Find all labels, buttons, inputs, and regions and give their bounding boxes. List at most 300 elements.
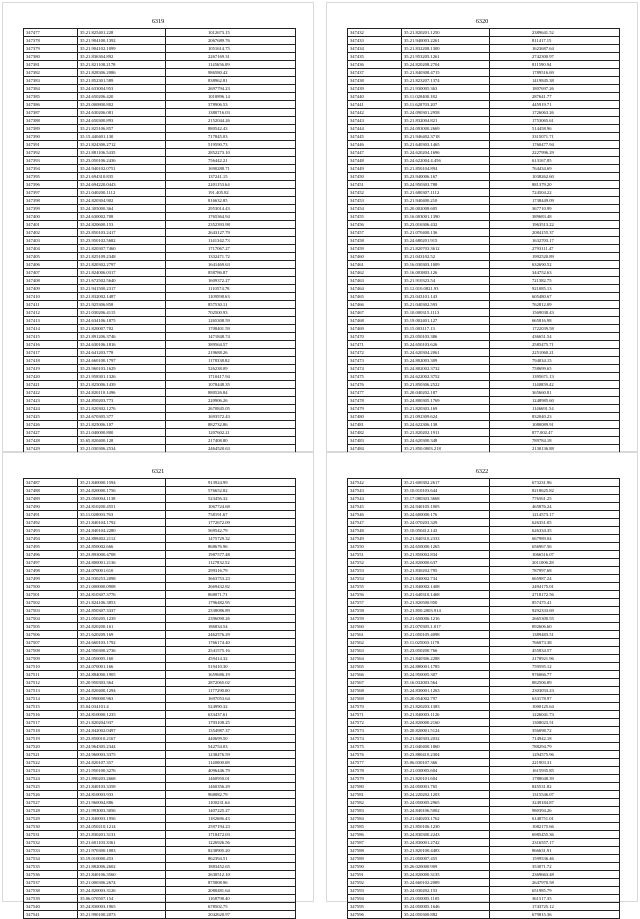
code-cell: 35.21.890203.2668 <box>78 775 166 783</box>
table-row <box>348 29 620 37</box>
record-id-cell: 347520 <box>24 743 78 751</box>
amount-cell: 1238476.59 <box>166 751 296 759</box>
table-row <box>348 767 620 775</box>
record-id-cell: 347420 <box>24 373 78 381</box>
record-id-cell: 347477 <box>24 29 78 37</box>
amount-cell: 1294575.96 <box>490 751 620 759</box>
amount-cell: 2541575.16 <box>166 647 296 655</box>
table-row <box>24 895 296 903</box>
code-cell: 35.21.820500.950 <box>402 599 490 607</box>
record-id-cell: 347493 <box>24 527 78 535</box>
amount-cell: 758699.65 <box>490 365 620 373</box>
amount-cell: 2396090.26 <box>166 615 296 623</box>
code-cell: 35.24.050005.1646 <box>402 903 490 911</box>
code-cell: 35.21.070305.1.017 <box>402 623 490 631</box>
amount-cell: 1609372.27 <box>166 277 296 285</box>
table-row <box>24 181 296 189</box>
record-id-cell: 347474 <box>348 365 402 373</box>
code-cell: 35.21.832208.1300 <box>402 45 490 53</box>
table-row <box>24 823 296 831</box>
record-id-cell: 347560 <box>348 623 402 631</box>
table-row <box>348 309 620 317</box>
record-id-cell: 347449 <box>348 165 402 173</box>
amount-cell: 1140000.08 <box>166 759 296 767</box>
table-row <box>24 317 296 325</box>
code-cell: 35.16.003001.1390 <box>402 213 490 221</box>
table-row <box>348 583 620 591</box>
record-id-cell: 347404 <box>24 245 78 253</box>
code-cell: 35.24.650103.626 <box>402 341 490 349</box>
table-row <box>24 743 296 751</box>
record-id-cell: 347384 <box>24 85 78 93</box>
record-id-cell: 347573 <box>348 727 402 735</box>
code-cell: 35.20.950303.364 <box>78 679 166 687</box>
code-cell: 35.21.850002.834 <box>402 551 490 559</box>
code-cell: 35.24.810000.1235 <box>78 711 166 719</box>
amount-cell: 1987577.48 <box>166 551 296 559</box>
amount-cell: 1796482.95 <box>166 599 296 607</box>
amount-cell: 1475729.32 <box>166 535 296 543</box>
amount-cell: 299316.79 <box>166 567 296 575</box>
record-id-cell: 347569 <box>348 695 402 703</box>
code-cell: 35.21.850106.1230 <box>402 823 490 831</box>
code-cell: 35.24.641203.778 <box>78 349 166 357</box>
code-cell: 35.06.070507.154 <box>78 895 166 903</box>
record-id-cell: 347425 <box>24 413 78 421</box>
amount-cell: 2852273.10 <box>166 149 296 157</box>
amount-cell: 1308023.51 <box>490 719 620 727</box>
table-row <box>348 815 620 823</box>
amount-cell: 1109598.63 <box>166 293 296 301</box>
amount-cell: 378906.53 <box>166 101 296 109</box>
table-row <box>24 791 296 799</box>
table-row <box>348 77 620 85</box>
record-id-cell: 347405 <box>24 253 78 261</box>
record-id-cell: 347533 <box>24 847 78 855</box>
table-row <box>348 373 620 381</box>
amount-cell: 6985455.36 <box>490 831 620 839</box>
table-row <box>24 213 296 221</box>
record-id-cell: 347445 <box>348 133 402 141</box>
record-id-cell: 347399 <box>24 205 78 213</box>
amount-cell: 2042620.97 <box>166 911 296 919</box>
amount-cell: 361517.35 <box>490 895 620 903</box>
amount-cell: 1632703.17 <box>490 237 620 245</box>
record-id-cell: 347570 <box>348 703 402 711</box>
table-row <box>348 519 620 527</box>
code-cell: 35.24.820003.3126 <box>78 887 166 895</box>
code-cell: 35.21.650006.1216 <box>402 615 490 623</box>
code-cell: 35.24.820200.161 <box>78 623 166 631</box>
code-cell: 35.21.040400.1860 <box>402 743 490 751</box>
code-cell: 35.21.820703.3612 <box>402 245 490 253</box>
record-id-cell: 347557 <box>348 599 402 607</box>
amount-cell: 968082.79 <box>166 791 296 799</box>
code-cell: 35.23.000800.802 <box>78 101 166 109</box>
record-id-cell: 347496 <box>24 551 78 559</box>
table-row <box>348 839 620 847</box>
record-id-cell: 347503 <box>24 607 78 615</box>
table-row <box>348 711 620 719</box>
amount-cell: 788294.79 <box>490 743 620 751</box>
code-cell: 35.21.940003.2261 <box>402 37 490 45</box>
record-id-cell: 347468 <box>348 317 402 325</box>
table-row <box>24 389 296 397</box>
amount-cell: 2585475.71 <box>490 341 620 349</box>
code-cell: 35.24.820400.1294 <box>78 687 166 695</box>
code-cell: 35.24.622306.138 <box>402 421 490 429</box>
table-row <box>24 77 296 85</box>
amount-cell: 679815.36 <box>490 911 620 919</box>
table-row <box>24 261 296 269</box>
code-cell: 35.23.950102.5682 <box>78 237 166 245</box>
amount-cell: 2178921.96 <box>490 655 620 663</box>
record-id-cell: 347461 <box>348 261 402 269</box>
record-id-cell: 347469 <box>348 325 402 333</box>
code-cell: 35.24.820208.2704 <box>402 61 490 69</box>
code-cell: 35.24.600000.176 <box>402 511 490 519</box>
amount-cell: 787997.68 <box>490 567 620 575</box>
amount-cell: 1460950.01 <box>166 775 296 783</box>
table-row <box>24 165 296 173</box>
table-row <box>24 349 296 357</box>
record-id-cell: 347564 <box>348 655 402 663</box>
code-cell: 35.24.050300.882 <box>402 911 490 919</box>
amount-cell: 877.002.47 <box>490 429 620 437</box>
table-row <box>24 903 296 911</box>
table-row <box>24 149 296 157</box>
amount-cell: 2251060.21 <box>490 349 620 357</box>
record-id-cell: 347455 <box>348 213 402 221</box>
code-cell: 35.24.830001.2742 <box>402 839 490 847</box>
code-cell: 35.21.958301.1326 <box>78 373 166 381</box>
record-id-cell: 347541 <box>24 911 78 919</box>
code-cell: 35.10.000315.1113 <box>402 309 490 317</box>
record-id-cell: 347556 <box>348 591 402 599</box>
table-row <box>348 189 620 197</box>
table-row <box>348 663 620 671</box>
record-id-cell: 347589 <box>348 855 402 863</box>
table-row <box>348 285 620 293</box>
record-id-cell: 347380 <box>24 53 78 61</box>
code-cell: 35.24.964305.2344 <box>78 743 166 751</box>
page-number: 6321 <box>151 468 165 475</box>
code-cell: 35.23.850010.2167 <box>78 735 166 743</box>
amount-cell: 667989.04 <box>490 535 620 543</box>
record-id-cell: 347559 <box>348 615 402 623</box>
record-id-cell: 347521 <box>24 751 78 759</box>
amount-cell: 2067689.76 <box>166 37 296 45</box>
table-row <box>348 229 620 237</box>
table-row <box>348 109 620 117</box>
table-row <box>24 671 296 679</box>
record-id-cell: 347546 <box>348 511 402 519</box>
code-cell: 35.24.840104.2280 <box>78 527 166 535</box>
record-id-cell: 347407 <box>24 269 78 277</box>
amount-cell: 1419845.38 <box>490 77 620 85</box>
code-cell: 35.21.840106.3560 <box>78 871 166 879</box>
table-row <box>24 173 296 181</box>
table-row <box>348 887 620 895</box>
record-id-cell: 347411 <box>24 301 78 309</box>
code-cell: 35.21.930005.363 <box>402 85 490 93</box>
code-cell: 35.21.825006.107 <box>78 421 166 429</box>
record-id-cell: 347422 <box>24 389 78 397</box>
table-row <box>348 405 620 413</box>
amount-cell: 816632.85 <box>166 197 296 205</box>
code-cell: 35.24.830001.1263 <box>402 687 490 695</box>
amount-cell: 2718172.56 <box>490 591 620 599</box>
record-id-cell: 347527 <box>24 799 78 807</box>
code-cell: 35.24.800305.1769 <box>402 397 490 405</box>
table-row <box>24 719 296 727</box>
amount-cell: 2697794.23 <box>166 85 296 93</box>
amount-cell: 858786.87 <box>166 269 296 277</box>
code-cell: 35.21.840303.2032 <box>402 735 490 743</box>
amount-cell: 717845.03 <box>166 133 296 141</box>
code-cell: 35.21.824006.0317 <box>78 269 166 277</box>
table-row <box>348 197 620 205</box>
record-id-cell: 347406 <box>24 261 78 269</box>
amount-cell: 1659686.19 <box>166 671 296 679</box>
code-cell: 35.21.824306.2712 <box>78 141 166 149</box>
amount-cell: 2742300.97 <box>490 53 620 61</box>
amount-cell: 2338086.89 <box>166 607 296 615</box>
table-row <box>24 527 296 535</box>
code-cell: 35.21.825106.857 <box>78 125 166 133</box>
code-cell: 35.21.881106.5435 <box>78 149 166 157</box>
record-id-cell: 347509 <box>24 655 78 663</box>
record-id-cell: 347473 <box>348 357 402 365</box>
table-row <box>348 591 620 599</box>
table-row <box>348 365 620 373</box>
table-row <box>348 253 620 261</box>
table-row <box>348 429 620 437</box>
code-cell: 35.24.620204.1696 <box>402 149 490 157</box>
table-row <box>24 85 296 93</box>
table-row <box>24 325 296 333</box>
record-id-cell: 347578 <box>348 767 402 775</box>
record-id-cell: 347429 <box>24 445 78 453</box>
code-cell: 35.16.030303.1009 <box>402 261 490 269</box>
amount-cell: 367710.99 <box>490 205 620 213</box>
table-row <box>24 575 296 583</box>
record-id-cell: 347444 <box>348 125 402 133</box>
record-id-cell: 347421 <box>24 381 78 389</box>
code-cell: 35.24.630002.708 <box>78 213 166 221</box>
record-id-cell: 347434 <box>348 45 402 53</box>
table-row <box>348 879 620 887</box>
record-id-cell: 347595 <box>348 903 402 911</box>
code-cell: 35.20.002008.605 <box>402 205 490 213</box>
record-id-cell: 347438 <box>348 77 402 85</box>
code-cell: 35.21.840003.1956 <box>78 815 166 823</box>
table-row <box>348 413 620 421</box>
table-row <box>348 831 620 839</box>
record-id-cell: 347460 <box>348 253 402 261</box>
amount-cell: 1793108.25 <box>166 719 296 727</box>
table-row <box>348 751 620 759</box>
amount-cell: 1710417.94 <box>166 373 296 381</box>
table-row <box>24 583 296 591</box>
amount-cell: 2872065.02 <box>166 679 296 687</box>
amount-cell: 811590.94 <box>490 61 620 69</box>
code-cell: 35.21.820303.169 <box>402 405 490 413</box>
amount-cell: 1726063.26 <box>490 109 620 117</box>
table-row <box>24 543 296 551</box>
record-id-cell: 347543 <box>348 487 402 495</box>
table-row <box>348 117 620 125</box>
code-cell: 35.17.080303.3668 <box>402 495 490 503</box>
table-row <box>348 421 620 429</box>
record-id-cell: 347518 <box>24 727 78 735</box>
record-id-cell: 347490 <box>24 503 78 511</box>
record-id-cell: 347454 <box>348 205 402 213</box>
record-id-cell: 347409 <box>24 285 78 293</box>
table-row <box>24 253 296 261</box>
record-id-cell: 347453 <box>348 197 402 205</box>
code-cell: 35.24.660103.1792 <box>78 639 166 647</box>
amount-cell: 1766174.40 <box>166 639 296 647</box>
record-id-cell: 347535 <box>24 863 78 871</box>
amount-cell: 1332471.72 <box>166 253 296 261</box>
table-row <box>24 405 296 413</box>
code-cell: 35.24.820107.357 <box>78 759 166 767</box>
record-id-cell: 347452 <box>348 189 402 197</box>
code-cell: 35.21.825109.2348 <box>78 253 166 261</box>
code-cell: 35.21.993003.3056 <box>78 807 166 815</box>
table-row <box>348 615 620 623</box>
amount-cell: 1000125.64 <box>490 703 620 711</box>
table-row <box>24 381 296 389</box>
record-id-cell: 347451 <box>348 181 402 189</box>
record-id-cell: 347531 <box>24 831 78 839</box>
amount-cell: 986580.42 <box>166 69 296 77</box>
table-row <box>348 173 620 181</box>
amount-cell: 1738449.09 <box>490 197 620 205</box>
table-row <box>348 759 620 767</box>
amount-cell: 756442.21 <box>166 157 296 165</box>
code-cell: 35.21.840000.1594 <box>78 479 166 487</box>
amount-cell: 656967.56 <box>490 543 620 551</box>
table-row <box>24 679 296 687</box>
table-row <box>24 911 296 919</box>
record-id-cell: 347396 <box>24 181 78 189</box>
record-id-cell: 347558 <box>348 607 402 615</box>
table-row <box>348 141 620 149</box>
page-number: 6319 <box>151 18 165 25</box>
amount-cell: 868676.96 <box>166 543 296 551</box>
amount-cell: 1963513.22 <box>490 221 620 229</box>
table-row <box>348 389 620 397</box>
record-id-cell: 347471 <box>348 341 402 349</box>
amount-cell: 524990.32 <box>166 703 296 711</box>
table-row <box>348 647 620 655</box>
table-row <box>24 863 296 871</box>
record-id-cell: 347456 <box>348 221 402 229</box>
record-id-cell: 347392 <box>24 149 78 157</box>
code-cell: 35.24.660100.1797 <box>78 357 166 365</box>
amount-cell: 2011006.28 <box>490 559 620 567</box>
table-row <box>24 567 296 575</box>
amount-cell: 1127832.52 <box>166 559 296 567</box>
code-cell: 35.21.600302.2617 <box>402 479 490 487</box>
amount-cell: 2494175.01 <box>490 583 620 591</box>
record-id-cell: 347571 <box>348 711 402 719</box>
table-row <box>24 879 296 887</box>
record-id-cell: 347398 <box>24 197 78 205</box>
table-row <box>348 293 620 301</box>
record-id-cell: 347483 <box>348 437 402 445</box>
code-cell: 35.21.820202.1911 <box>402 429 490 437</box>
amount-cell: 1168798.40 <box>166 895 296 903</box>
code-cell: 35.24.070001.610 <box>78 567 166 575</box>
code-cell: 35.21.040000.800 <box>78 429 166 437</box>
record-id-cell: 347463 <box>348 277 402 285</box>
code-cell: 35.21.030005.604 <box>402 767 490 775</box>
record-id-cell: 347529 <box>24 815 78 823</box>
table-row <box>348 567 620 575</box>
amount-cell: 8218625.82 <box>490 487 620 495</box>
table-row <box>24 807 296 815</box>
amount-cell: 569542.79 <box>166 527 296 535</box>
code-cell: 35.24.820600.153 <box>78 221 166 229</box>
record-id-cell: 347586 <box>348 831 402 839</box>
table-row <box>24 133 296 141</box>
amount-cell: 219688.26 <box>166 349 296 357</box>
amount-cell: 1012673.15 <box>166 29 296 37</box>
code-cell: 35.21.050205.1239 <box>78 615 166 623</box>
record-id-cell: 347574 <box>348 735 402 743</box>
record-id-cell: 347470 <box>348 333 402 341</box>
amount-cell: 1569038.43 <box>490 309 620 317</box>
amount-cell: 1460356.29 <box>166 783 296 791</box>
amount-cell: 436651.54 <box>490 333 620 341</box>
record-id-cell: 347538 <box>24 887 78 895</box>
amount-cell: 2303033.23 <box>490 687 620 695</box>
code-cell: 35.21.040302.593 <box>402 301 490 309</box>
record-id-cell: 347440 <box>348 93 402 101</box>
table-row <box>24 397 296 405</box>
code-cell: 35.23.893000.4708 <box>78 551 166 559</box>
record-id-cell: 347540 <box>24 903 78 911</box>
code-cell: 35.24.830300.2243 <box>402 831 490 839</box>
table-row <box>348 639 620 647</box>
record-id-cell: 347479 <box>348 405 402 413</box>
code-cell: 35.24.630106.1816 <box>78 341 166 349</box>
code-cell: 35.23.050103.386 <box>402 333 490 341</box>
table-row <box>24 429 296 437</box>
code-cell: 35.21.030206.4115 <box>78 309 166 317</box>
amount-cell: 665987.24 <box>490 575 620 583</box>
table-row <box>24 109 296 117</box>
record-id-cell: 347555 <box>348 583 402 591</box>
table-row <box>348 93 620 101</box>
record-id-cell: 347412 <box>24 309 78 317</box>
table-row <box>24 413 296 421</box>
code-cell: 35.21.820203.1383 <box>402 703 490 711</box>
record-id-cell: 347464 <box>348 285 402 293</box>
code-cell: 35.24.220202.1203 <box>402 791 490 799</box>
amount-cell: 1178338.82 <box>166 357 296 365</box>
record-id-cell: 347424 <box>24 405 78 413</box>
amount-cell: 1145656.09 <box>166 61 296 69</box>
code-cell: 35.24.884000.1905 <box>78 671 166 679</box>
amount-cell: 1760477.94 <box>490 141 620 149</box>
record-id-cell: 347459 <box>348 245 402 253</box>
code-cell: 35.24.802003.309 <box>402 357 490 365</box>
code-cell: 35.24.634106.1875 <box>78 317 166 325</box>
